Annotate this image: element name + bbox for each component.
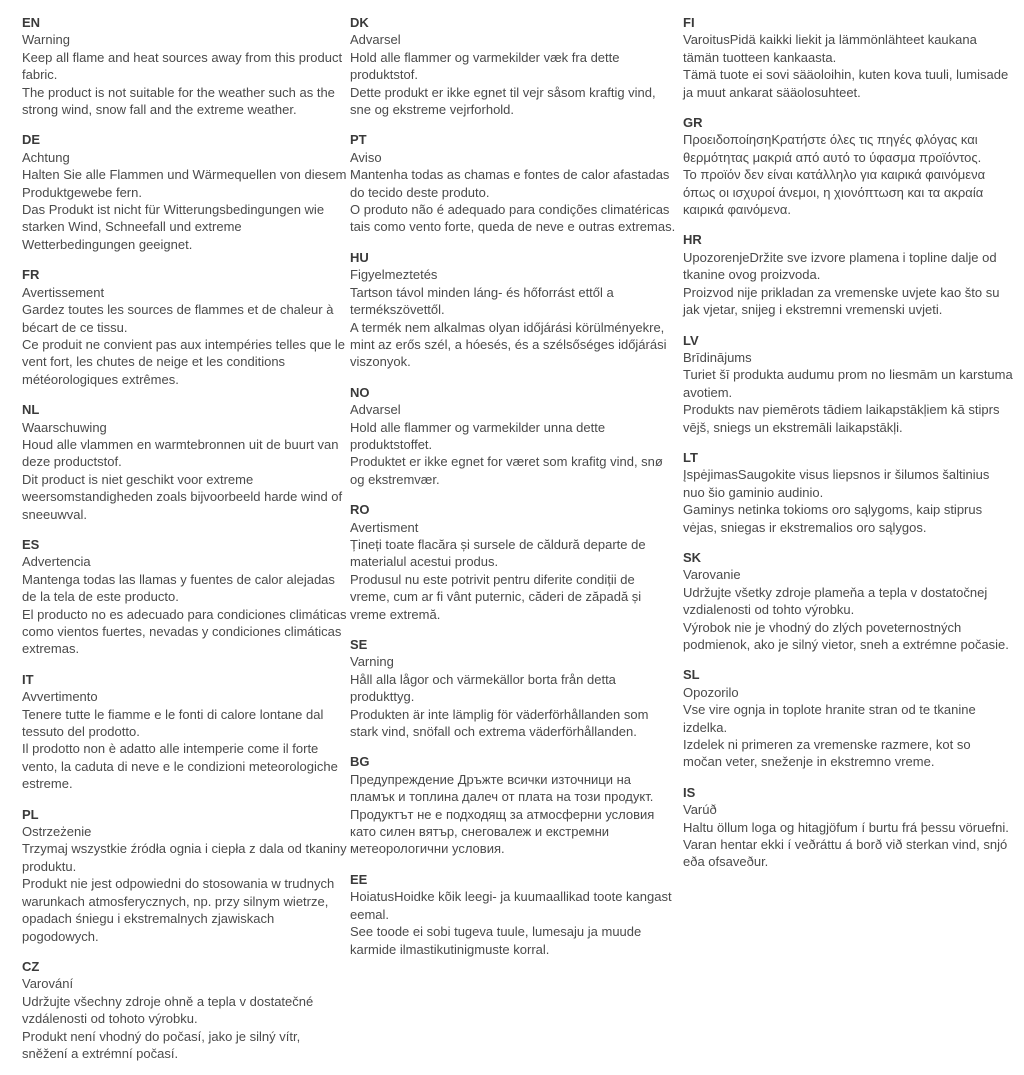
language-section-pl <box>22 806 349 945</box>
language-code: CZ <box>22 958 40 974</box>
language-section-lv <box>683 332 1013 436</box>
language-section-cz <box>22 958 349 1062</box>
language-code: BG <box>350 754 370 770</box>
language-code: IS <box>683 784 696 800</box>
warning-column-2 <box>350 14 678 971</box>
warning-paragraph: Produkt není vhodný do počasí, jako je silný vítr, sněžení a extrémní počasí. <box>22 1028 301 1061</box>
language-code: ES <box>22 536 40 552</box>
warning-paragraph: Výrobok nie je vhodný do zlých poveternostných podmienok, ako je silný vietor, sneh a extrémne počasie. <box>683 619 1009 652</box>
warning-paragraph: Produsul nu este potrivit pentru diferite condiții de vreme, cum ar fi vânt puternic, căderi de zăpadă și vreme extremă. <box>350 571 642 622</box>
warning-paragraph: VaroitusPidä kaikki liekit ja lämmönlähteet kaukana tämän tuotteen kankaasta. <box>683 32 977 65</box>
language-code: RO <box>350 502 370 518</box>
warning-paragraph: Brīdinājums <box>683 349 752 365</box>
warning-paragraph: Turiet šī produkta audumu prom no liesmām un karstuma avotiem. <box>683 367 1013 400</box>
warning-paragraph: The product is not suitable for the weather such as the strong wind, snow fall and the extreme weather. <box>22 84 335 118</box>
warning-paragraph: A termék nem alkalmas olyan időjárási körülményekre, mint az erős szél, a hóesés, és a szélsőséges időjárási viszonyok. <box>350 319 667 370</box>
language-code: NO <box>350 384 370 400</box>
warning-paragraph: See toode ei sobi tugeva tuule, lumesaju ja muude karmide ilmastikutinigmuste korral. <box>350 924 642 957</box>
warning-paragraph: Houd alle vlammen en warmtebronnen uit de buurt van deze productstof. <box>22 436 339 470</box>
warning-paragraph: Țineți toate flacăra și sursele de căldură departe de materialul acestui produs. <box>350 536 646 570</box>
warning-paragraph: Varan hentar ekki í veðráttu á borð við sterkan vind, snjó eða ofsaveður. <box>683 837 1008 870</box>
warning-paragraph: Продуктът не е подходящ за атмосферни условия като силен вятър, снеговалеж и екстремни метеорологични условия. <box>350 806 655 857</box>
warning-paragraph: Keep all flame and heat sources away from this product fabric. <box>22 49 343 83</box>
warning-paragraph: Trzymaj wszystkie źródła ognia i ciepła z dala od tkaniny produktu. <box>22 841 347 874</box>
language-code: SL <box>683 667 700 683</box>
warning-paragraph: Avertissement <box>22 284 105 300</box>
warning-paragraph: ĮspėjimasSaugokite visus liepsnos ir šilumos šaltinius nuo šio gaminio audinio. <box>683 467 990 500</box>
language-code: EN <box>22 15 41 30</box>
language-code: DE <box>22 132 41 148</box>
language-section-ee <box>350 871 678 958</box>
warning-paragraph: Advarsel <box>350 402 401 418</box>
warning-paragraph: Haltu öllum loga og hitagjöfum í burtu frá þessu vöruefni. <box>683 819 1009 835</box>
language-section-de <box>22 131 349 253</box>
language-code: NL <box>22 402 40 418</box>
language-section-es <box>22 536 349 658</box>
language-section-pt <box>350 131 678 235</box>
language-section-gr <box>683 114 1013 218</box>
warning-paragraph: El producto no es adecuado para condiciones climáticas como vientos fuertes, nevadas y condiciones climáticas extremas. <box>22 606 347 657</box>
warning-paragraph: Gardez toutes les sources de flammes et de chaleur à bécart de ce tissu. <box>22 302 334 335</box>
language-code: HU <box>350 249 369 265</box>
warning-paragraph: Το προϊόν δεν είναι κατάλληλο για καιρικά φαινόμενα όπως οι ισχυροί άνεμοι, η χιονόπτωση και τα ακραία καιρικά φαινόμενα. <box>683 167 986 218</box>
warning-paragraph: Dette produkt er ikke egnet til vejr såsom kraftig vind, sne og ekstreme vejrforhold. <box>350 84 656 118</box>
warning-column-3 <box>683 14 1013 884</box>
warning-paragraph: Warning <box>22 32 70 48</box>
warning-paragraph: Produkt nie jest odpowiedni do stosowania w trudnych warunkach atmosferycznych, np. przy silnym wietrze, opadach śniegu i ekstremalnych zjawiskach pogodowych. <box>22 876 335 944</box>
warning-paragraph: Mantenha todas as chamas e fontes de calor afastadas do tecido deste produto. <box>350 167 670 200</box>
language-code: LV <box>683 332 699 348</box>
warning-paragraph: Varování <box>22 976 74 992</box>
language-section-sk <box>683 549 1013 653</box>
language-code: DK <box>350 15 369 30</box>
warning-paragraph: Varning <box>350 654 394 670</box>
warning-paragraph: Varúð <box>683 802 717 818</box>
language-code: GR <box>683 115 703 131</box>
warning-paragraph: Håll alla lågor och värmekällor borta från detta produkttyg. <box>350 671 616 705</box>
warning-paragraph: Hold alle flammer og varmekilder unna dette produktstoffet. <box>350 419 606 452</box>
warning-paragraph: Aviso <box>350 149 382 165</box>
language-code: HR <box>683 232 702 248</box>
warning-paragraph: Proizvod nije prikladan za vremenske uvjete kao što su jak vjetar, snijeg i ekstremni vremenski uvjeti. <box>683 284 1000 318</box>
warning-paragraph: Hold alle flammer og varmekilder væk fra dette produktstof. <box>350 49 620 83</box>
warning-paragraph: O produto não é adequado para condições climatéricas tais como vento forte, queda de neve e outras extremas. <box>350 202 676 235</box>
language-section-en <box>22 14 349 118</box>
warning-paragraph: Udržujte všetky zdroje plameňa a tepla v dostatočnej vzdialenosti od tohto výrobku. <box>683 584 988 618</box>
language-section-is <box>683 784 1013 871</box>
language-code: FR <box>22 267 40 283</box>
warning-paragraph: Il prodotto non è adatto alle intemperie come il forte vento, la caduta di neve e le condizioni meteorologiche estreme. <box>22 741 338 792</box>
language-section-ro <box>350 501 678 623</box>
language-section-no <box>350 384 678 488</box>
language-section-fr <box>22 266 349 388</box>
warning-paragraph: Avvertimento <box>22 689 98 705</box>
warning-paragraph: Ostrzeżenie <box>22 824 92 840</box>
language-section-hu <box>350 249 678 371</box>
language-code: EE <box>350 871 368 887</box>
warning-paragraph: Mantenga todas las llamas y fuentes de calor alejadas de la tela de este producto. <box>22 571 335 605</box>
warning-paragraph: Das Produkt ist nicht für Witterungsbedingungen wie starken Wind, Schneefall und extreme Wetterbedingungen geeignet. <box>22 202 325 252</box>
language-code: LT <box>683 449 698 465</box>
language-code: PL <box>22 806 39 822</box>
warning-paragraph: Achtung <box>22 149 70 165</box>
warning-paragraph: Produkten är inte lämplig för väderförhållanden som stark vind, snöfall och extrema väderförhållanden. <box>350 706 649 740</box>
language-section-lt <box>683 449 1013 536</box>
warning-paragraph: Halten Sie alle Flammen und Wärmequellen von diesem Produktgewebe fern. <box>22 167 347 200</box>
language-section-fi <box>683 14 1013 101</box>
language-code: IT <box>22 671 34 687</box>
language-section-dk <box>350 14 678 118</box>
warning-paragraph: Varovanie <box>683 567 741 583</box>
warning-paragraph: Opozorilo <box>683 684 739 700</box>
warning-paragraph: Vse vire ognja in toplote hranite stran od te tkanine izdelka. <box>683 702 976 735</box>
language-code: FI <box>683 15 695 30</box>
warning-paragraph: Produkts nav piemērots tādiem laikapstākļiem kā stiprs vējš, sniegs un ekstremāli laikapstākļi. <box>683 402 1000 435</box>
language-code: PT <box>350 132 367 148</box>
warning-paragraph: HoiatusHoidke kõik leegi- ja kuumaallikad toote kangast eemal. <box>350 889 672 922</box>
warning-paragraph: Udržujte všechny zdroje ohně a tepla v dostatečné vzdálenosti od tohoto výrobku. <box>22 993 314 1027</box>
warning-column-1 <box>22 14 349 1075</box>
warning-paragraph: ΠροειδοποίησηΚρατήστε όλες τις πηγές φλόγας και θερμότητας μακριά από αυτό το ύφασμα προϊόντος. <box>683 132 982 165</box>
warning-paragraph: Tartson távol minden láng- és hőforrást ettől a termékszövettől. <box>350 284 614 318</box>
warning-paragraph: Gaminys netinka tokioms oro sąlygoms, kaip stiprus vėjas, sniegas ir ekstremalios oro sąlygos. <box>683 502 983 535</box>
warning-paragraph: Dit product is niet geschikt voor extreme weersomstandigheden zoals bijvoorbeeld harde wind of sneeuwval. <box>22 471 343 522</box>
warning-paragraph: Waarschuwing <box>22 419 107 435</box>
language-section-sl <box>683 666 1013 770</box>
language-section-se <box>350 636 678 740</box>
warning-paragraph: Avertisment <box>350 519 419 535</box>
warning-paragraph: Предупреждение Дръжте всички източници на пламък и топлина далеч от плата на този продукт. <box>350 771 654 805</box>
language-code: SK <box>683 549 702 565</box>
warning-paragraph: UpozorenjeDržite sve izvore plamena i topline dalje od tkanine ovog proizvoda. <box>683 249 997 283</box>
warning-paragraph: Izdelek ni primeren za vremenske razmere, kot so močan veter, sneženje in ekstremno vreme. <box>683 737 971 770</box>
language-section-hr <box>683 231 1013 318</box>
language-section-nl <box>22 401 349 523</box>
warning-paragraph: Ce produit ne convient pas aux intempéries telles que le vent fort, les chutes de neige et les conditions météorologiques extrêmes. <box>22 336 346 387</box>
warning-paragraph: Tämä tuote ei sovi sääoloihin, kuten kova tuuli, lumisade ja muut ankarat sääolosuhteet. <box>683 67 1009 100</box>
language-section-bg <box>350 753 678 857</box>
warning-paragraph: Tenere tutte le fiamme e le fonti di calore lontane dal tessuto del prodotto. <box>22 706 324 740</box>
warning-paragraph: Advertencia <box>22 554 91 570</box>
language-code: SE <box>350 637 368 652</box>
warning-paragraph: Advarsel <box>350 32 401 48</box>
warning-paragraph: Figyelmeztetés <box>350 267 438 283</box>
language-section-it <box>22 671 349 793</box>
warning-paragraph: Produktet er ikke egnet for været som krafitg vind, snø og ekstremvær. <box>350 454 663 487</box>
